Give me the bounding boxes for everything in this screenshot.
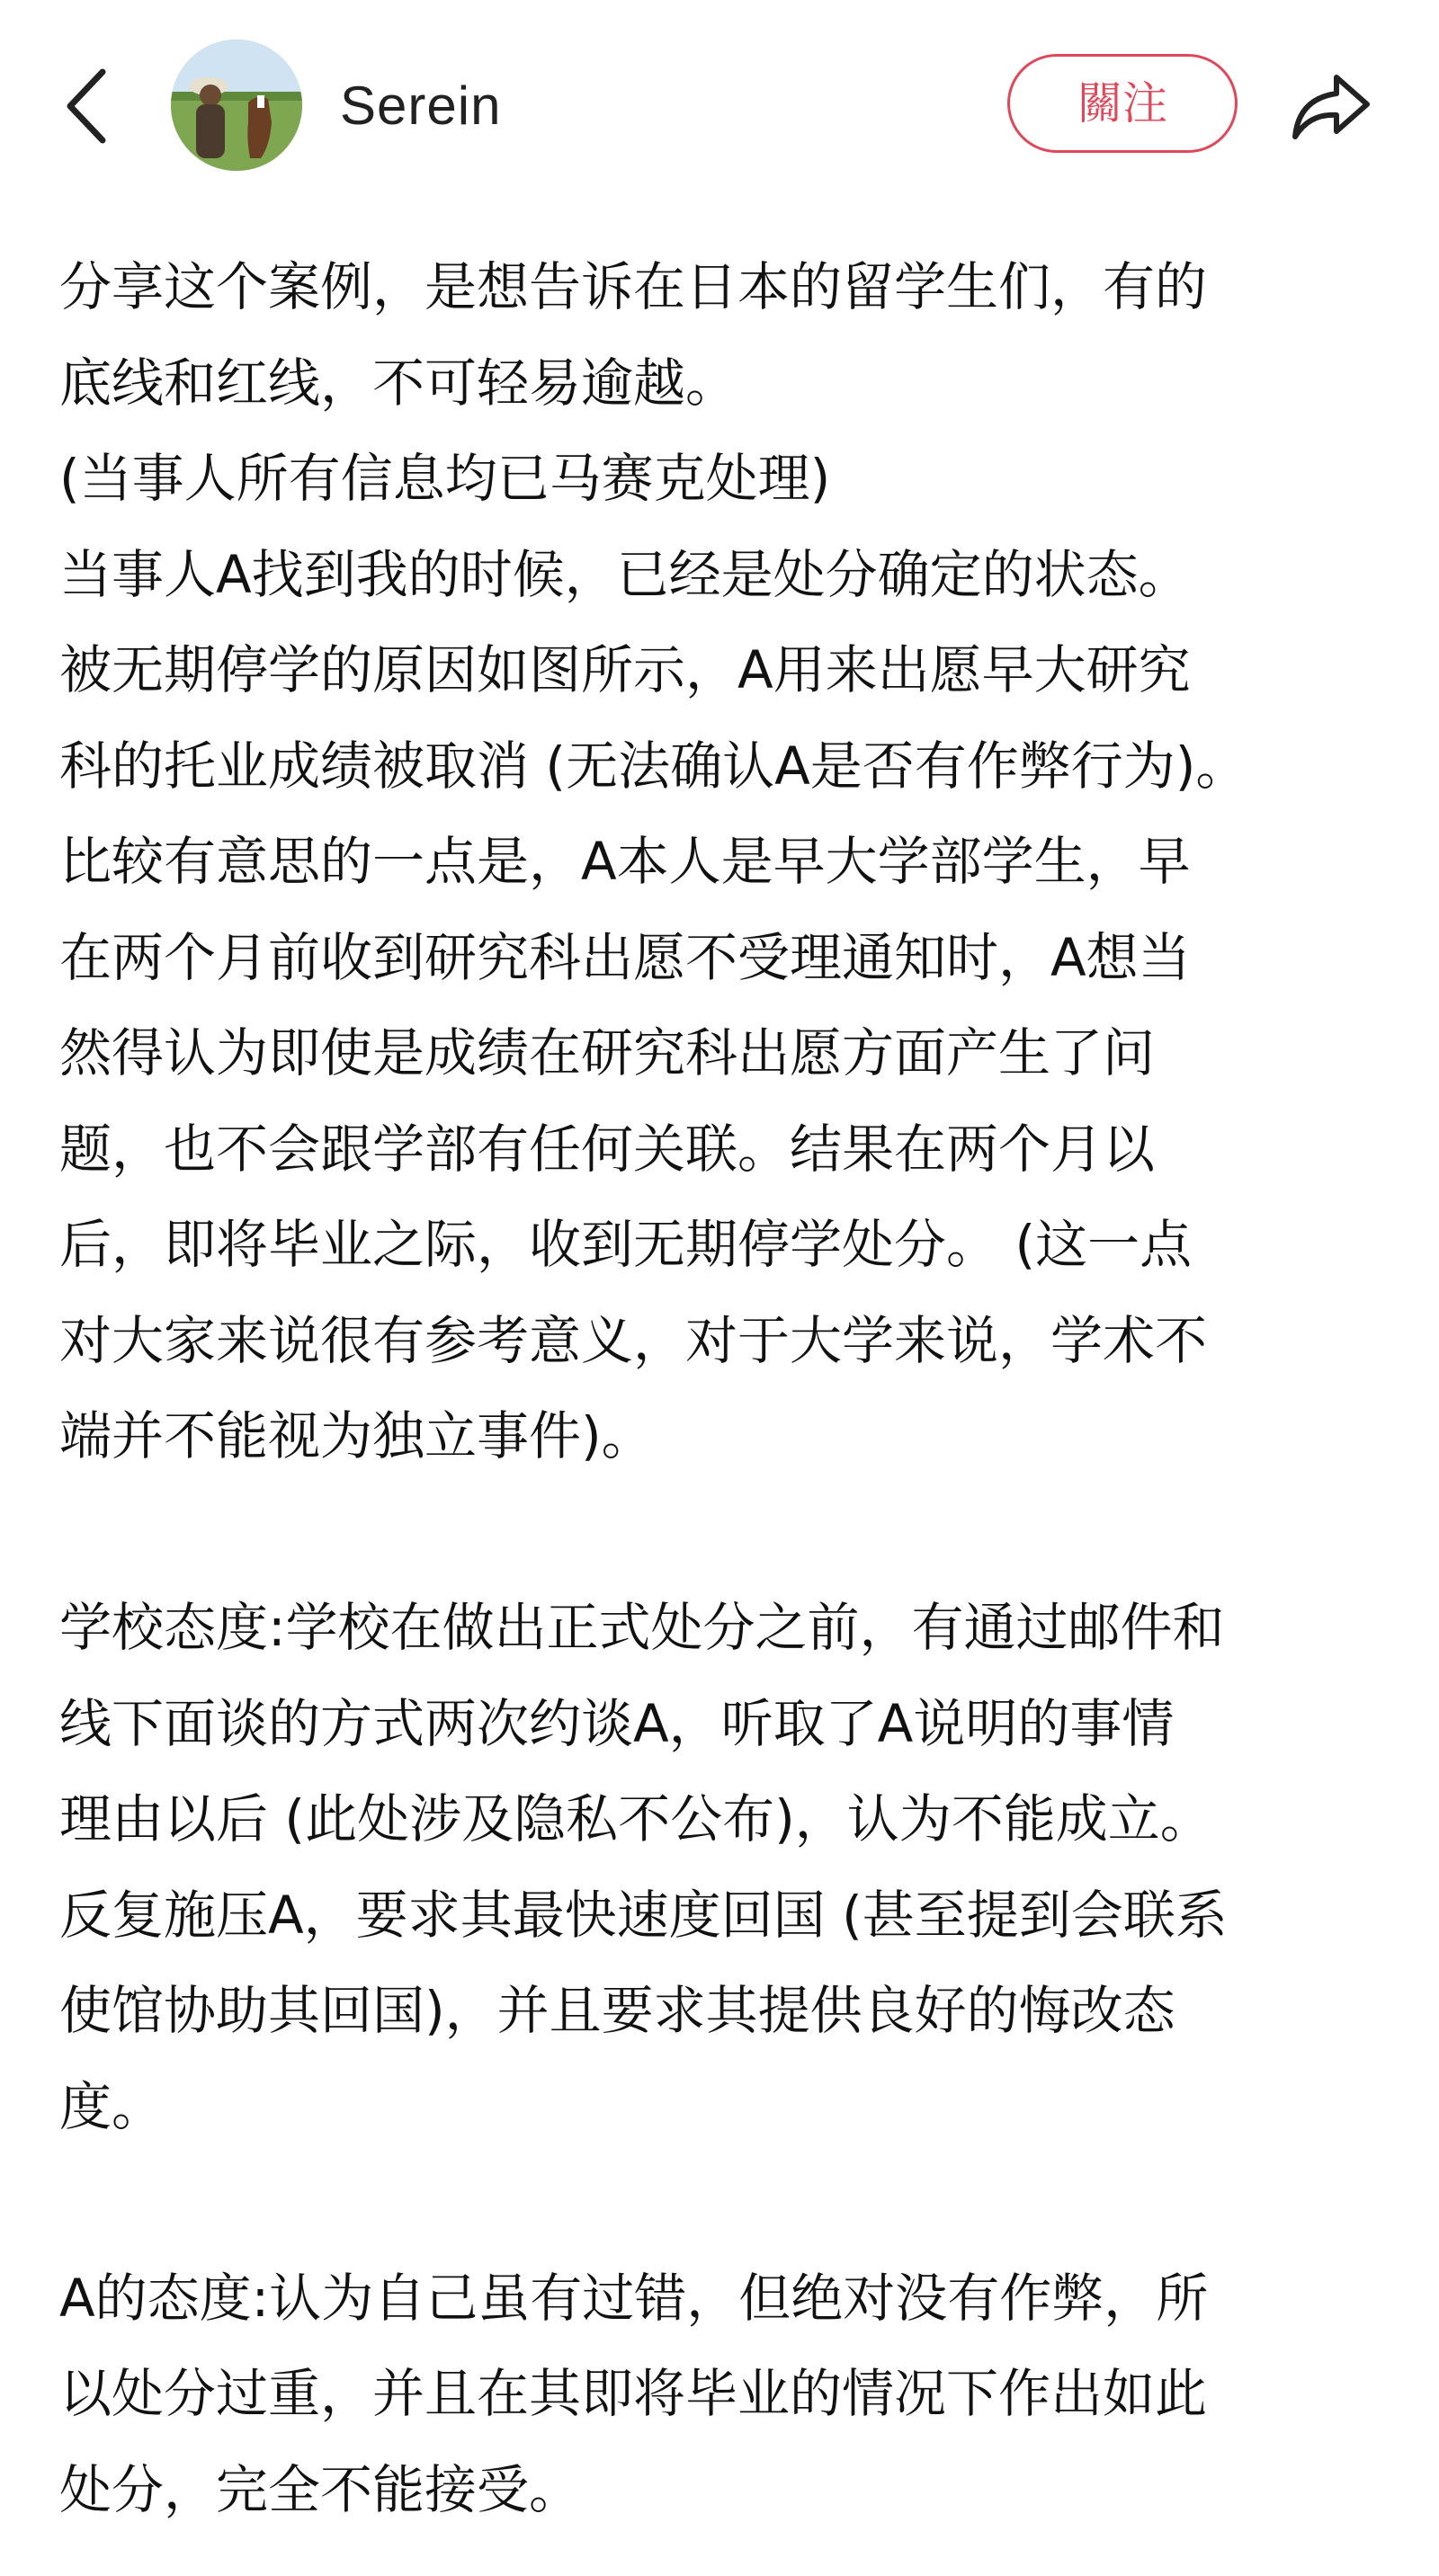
text-line: 然得认为即使是成绩在研究科出愿方面产生了问	[59, 1022, 1156, 1083]
paragraph-gap	[59, 2154, 1390, 2251]
user-avatar-photo	[171, 40, 302, 171]
text-line: 被无期停学的原因如图所示，A用来出愿早大研究	[59, 639, 1191, 700]
back-button[interactable]	[56, 61, 121, 151]
text-line: (当事人所有信息均已马赛克处理)	[59, 448, 831, 509]
text-line: 底线和红线，不可轻易逾越。	[59, 352, 738, 414]
avatar[interactable]	[171, 40, 302, 171]
text-line: 比较有意思的一点是，A本人是早大学部学生，早	[59, 831, 1191, 892]
text-line: 对大家来说很有参考意义，对于大学来说，学术不	[59, 1309, 1208, 1371]
paragraph	[59, 239, 1390, 1484]
text-line: 反复施压A，要求其最快速度回国 (甚至提到会联系	[59, 1884, 1228, 1946]
text-line: 分享这个案例，是想告诉在日本的留学生们，有的	[59, 256, 1208, 317]
paragraph	[59, 2251, 1390, 2538]
paragraph	[59, 1580, 1390, 2154]
post-content	[59, 239, 1390, 2537]
username[interactable]: Serein	[340, 76, 502, 136]
share-arrow-icon	[1286, 61, 1376, 151]
text-line: A的态度:认为自己虽有过错，但绝对没有作弊，所	[59, 2267, 1209, 2329]
text-line: 使馆协助其回国)，并且要求其提供良好的悔改态	[59, 1980, 1175, 2041]
text-line: 理由以后 (此处涉及隐私不公布)，认为不能成立。	[59, 1788, 1212, 1850]
share-button[interactable]	[1286, 61, 1376, 151]
text-line: 学校态度:学校在做出正式处分之前，有通过邮件和	[59, 1597, 1225, 1658]
post-header	[0, 0, 1439, 209]
text-line: 度。	[59, 2075, 165, 2137]
text-line: 端并不能视为独立事件)。	[59, 1405, 654, 1466]
text-line: 后，即将毕业之际，收到无期停学处分。 (这一点	[59, 1214, 1193, 1275]
paragraph-gap	[59, 1484, 1390, 1581]
text-line: 线下面谈的方式两次约谈A，听取了A说明的事情	[59, 1692, 1175, 1754]
text-line: 处分，完全不能接受。	[59, 2458, 582, 2520]
text-line: 当事人A找到我的时候，已经是处分确定的状态。	[59, 543, 1191, 605]
text-line: 题，也不会跟学部有任何关联。结果在两个月以	[59, 1118, 1156, 1180]
text-line: 在两个月前收到研究科出愿不受理通知时，A想当	[59, 926, 1191, 988]
follow-button[interactable]: 關注	[1007, 54, 1238, 153]
text-line: 以处分过重，并且在其即将毕业的情况下作出如此	[59, 2363, 1208, 2424]
text-line: 科的托业成绩被取消 (无法确认A是否有作弊行为)。	[59, 735, 1248, 797]
chevron-left-icon	[56, 61, 121, 151]
